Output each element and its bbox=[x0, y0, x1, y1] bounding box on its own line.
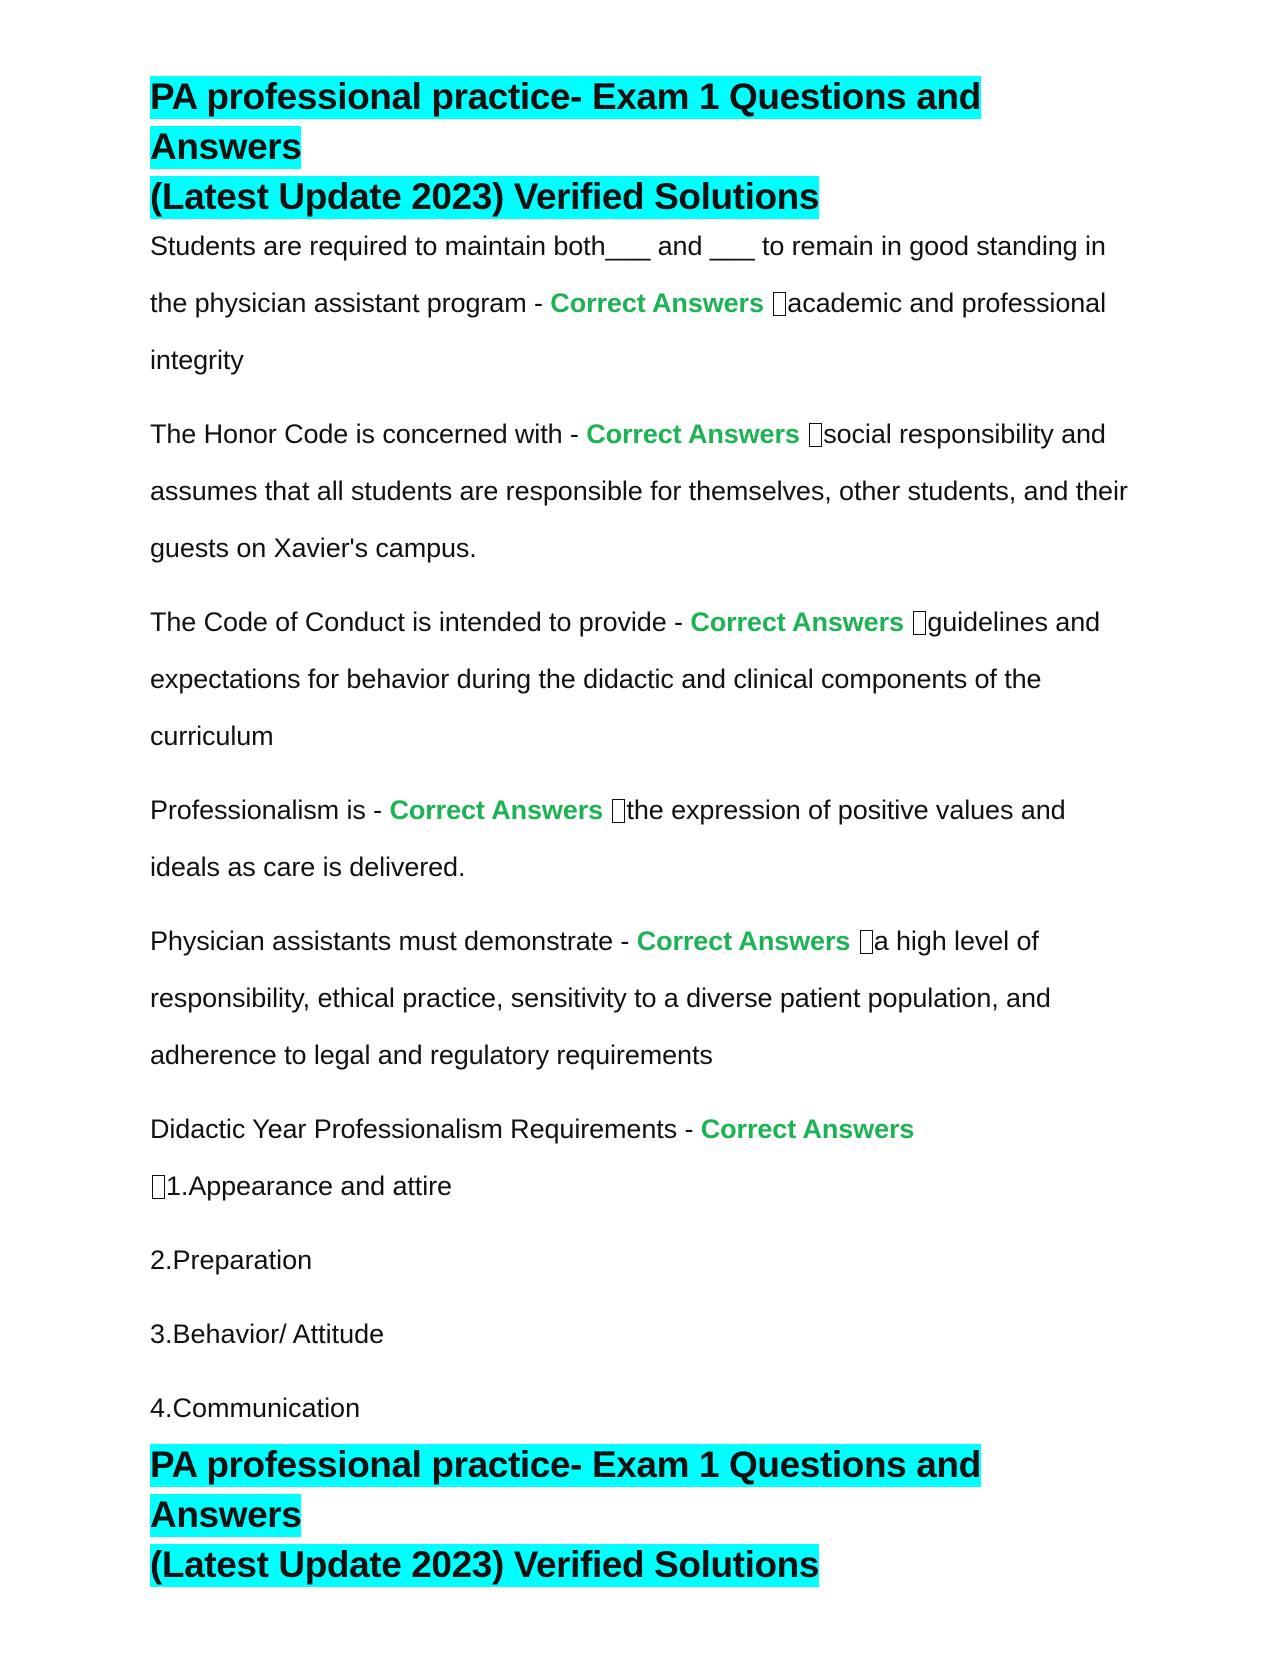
answer-text: a high level of responsibility, ethical practice, sensitivity to a diverse patient population, and adherence to legal and regulatory requirements bbox=[150, 926, 1051, 1070]
document-footer-title bbox=[150, 1440, 1130, 1590]
question-text: Professionalism is - bbox=[150, 795, 390, 825]
missing-glyph-icon bbox=[860, 930, 873, 954]
title-line-2: (Latest Update 2023) Verified Solutions bbox=[150, 176, 820, 217]
missing-glyph-icon bbox=[913, 611, 926, 635]
question-text: Didactic Year Professionalism Requirements - bbox=[150, 1114, 701, 1144]
correct-answers-label: Correct Answers bbox=[389, 795, 604, 825]
qa-entry-5 bbox=[150, 913, 1130, 1084]
requirement-item-3: 3.Behavior/ Attitude bbox=[150, 1319, 385, 1349]
missing-glyph-icon bbox=[809, 423, 822, 447]
correct-answers-label: Correct Answers bbox=[700, 1114, 915, 1144]
requirement-item-2: 2.Preparation bbox=[150, 1245, 313, 1275]
correct-answers-label: Correct Answers bbox=[586, 419, 800, 449]
footer-title-highlight bbox=[150, 1444, 981, 1587]
question-text: The Code of Conduct is intended to provide - bbox=[150, 607, 691, 637]
correct-answers-label: Correct Answers bbox=[550, 288, 764, 318]
qa-entry-4 bbox=[150, 782, 1130, 896]
requirement-item-4: 4.Communication bbox=[150, 1393, 361, 1423]
answer-text: academic and professional integrity bbox=[150, 288, 1106, 375]
qa-entry-3 bbox=[150, 594, 1130, 765]
missing-glyph-icon bbox=[773, 292, 786, 316]
missing-glyph-icon bbox=[612, 799, 625, 823]
question-text: Students are required to maintain both___ and ___ to remain in good standing in the physician assistant program - bbox=[150, 231, 1106, 318]
correct-answers-label: Correct Answers bbox=[636, 926, 851, 956]
qa-entry-6 bbox=[150, 1101, 1130, 1215]
document-body bbox=[150, 72, 1130, 1437]
footer-title-line-2: (Latest Update 2023) Verified Solutions bbox=[150, 1544, 820, 1585]
requirement-item-1: 1.Appearance and attire bbox=[166, 1171, 452, 1201]
answer-text: social responsibility and assumes that all students are responsible for themselves, other students, and their guests on Xavier's campus. bbox=[150, 419, 1128, 563]
title-line-1: PA professional practice- Exam 1 Questions and Answers bbox=[150, 76, 981, 167]
qa-entry-2 bbox=[150, 406, 1130, 577]
question-text: Physician assistants must demonstrate - bbox=[150, 926, 637, 956]
answer-text: the expression of positive values and ideals as care is delivered. bbox=[150, 795, 1066, 882]
missing-glyph-icon bbox=[152, 1175, 165, 1199]
qa-entry-1 bbox=[150, 218, 1130, 389]
question-text: The Honor Code is concerned with - bbox=[150, 419, 587, 449]
title-highlight bbox=[150, 76, 981, 219]
correct-answers-label: Correct Answers bbox=[690, 607, 904, 637]
document-title bbox=[150, 72, 1130, 222]
footer-title-line-1: PA professional practice- Exam 1 Questions and Answers bbox=[150, 1444, 981, 1535]
answer-text: guidelines and expectations for behavior during the didactic and clinical components of the curriculum bbox=[150, 607, 1101, 751]
